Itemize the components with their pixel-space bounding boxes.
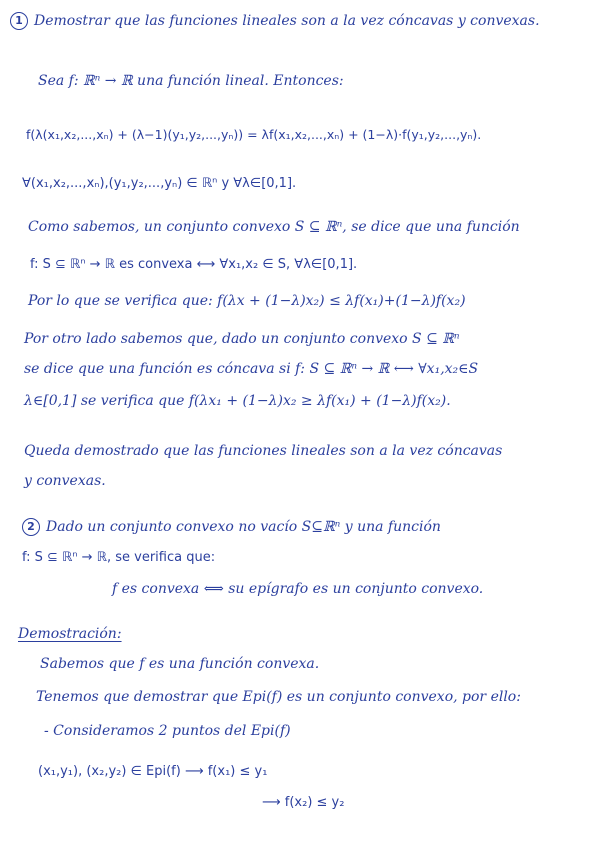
problem-2-text-1: Dado un conjunto convexo no vacío S⊆ℝⁿ y una función	[46, 519, 441, 535]
line-y-convexas: y convexas.	[24, 473, 106, 489]
problem-2-number: 2	[22, 518, 40, 536]
problem-2-statement-1	[22, 518, 441, 536]
proof-line-1: Sabemos que f es una función convexa.	[40, 656, 320, 672]
problem-1-text: Demostrar que las funciones lineales son a la vez cóncavas y convexas.	[34, 13, 540, 29]
problem-2-statement-2: f: S ⊆ ℝⁿ → ℝ, se verifica que:	[22, 550, 216, 565]
line-verifica-convexa: Por lo que se verifica que: f(λx + (1−λ)x₂) ≤ λf(x₁)+(1−λ)f(x₂)	[28, 293, 466, 309]
line-sea-f: Sea f: ℝⁿ → ℝ una función lineal. Entonces:	[38, 73, 344, 89]
line-queda-demostrado: Queda demostrado que las funciones lineales son a la vez cóncavas	[24, 443, 503, 459]
proof-heading: Demostración:	[18, 626, 122, 642]
line-forall-points: ∀(x₁,x₂,...,xₙ),(y₁,y₂,...,yₙ) ∈ ℝⁿ y ∀λ∈[0,1].	[22, 176, 297, 191]
line-convexa-def: f: S ⊆ ℝⁿ → ℝ es convexa ⟷ ∀x₁,x₂ ∈ S, ∀λ∈[0,1].	[30, 257, 358, 272]
proof-line-4: (x₁,y₁), (x₂,y₂) ∈ Epi(f) ⟶ f(x₁) ≤ y₁	[38, 764, 268, 779]
proof-line-3: - Consideramos 2 puntos del Epi(f)	[44, 723, 291, 739]
line-linearity-equation: f(λ(x₁,x₂,...,xₙ) + (λ−1)(y₁,y₂,...,yₙ)) = λf(x₁,x₂,...,xₙ) + (1−λ)·f(y₁,y₂,...,yₙ).	[26, 127, 482, 142]
line-verifica-concava: λ∈[0,1] se verifica que f(λx₁ + (1−λ)x₂ ≥ λf(x₁) + (1−λ)f(x₂).	[24, 393, 451, 409]
proof-line-2: Tenemos que demostrar que Epi(f) es un conjunto convexo, por ello:	[36, 689, 521, 705]
problem-1-statement	[10, 12, 540, 30]
proof-line-5: ⟶ f(x₂) ≤ y₂	[262, 795, 345, 810]
line-como-sabemos: Como sabemos, un conjunto convexo S ⊆ ℝⁿ, se dice que una función	[28, 219, 520, 235]
problem-2-statement-3: f es convexa ⟺ su epígrafo es un conjunto convexo.	[112, 581, 484, 597]
problem-1-number: 1	[10, 12, 28, 30]
line-por-otro-lado: Por otro lado sabemos que, dado un conjunto convexo S ⊆ ℝⁿ	[24, 331, 460, 347]
line-concava-def: se dice que una función es cóncava si f: S ⊆ ℝⁿ → ℝ ⟷ ∀x₁,x₂∈S	[24, 361, 479, 377]
